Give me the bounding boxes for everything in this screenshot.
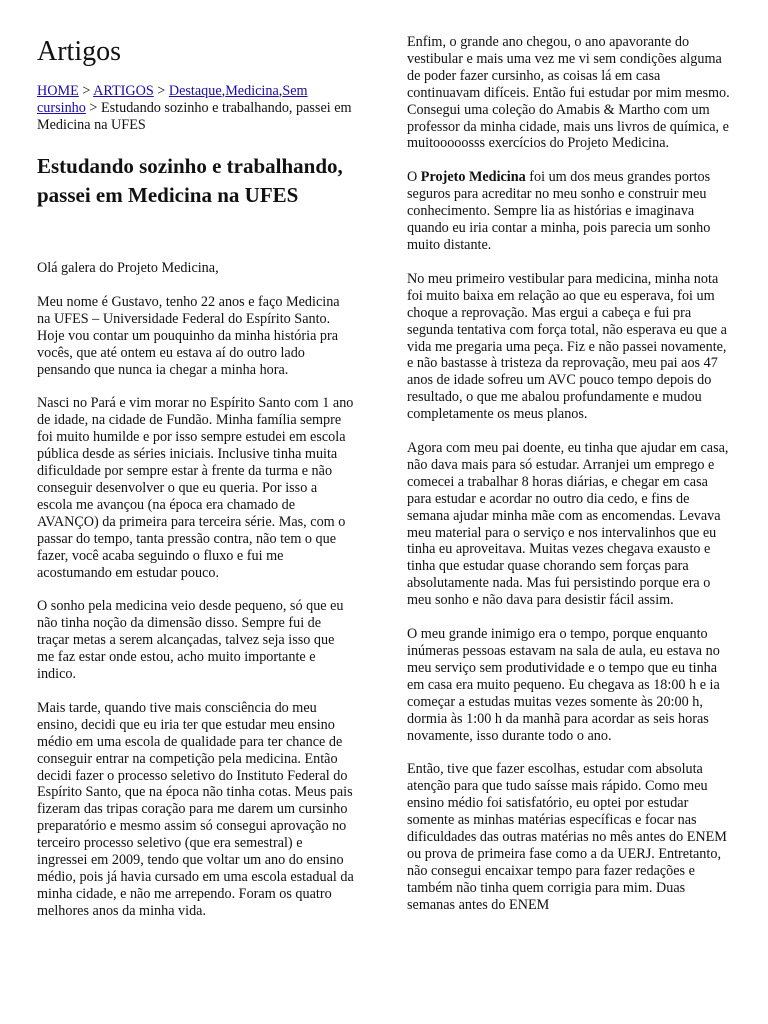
projeto-medicina-bold: Projeto Medicina	[420, 169, 526, 186]
breadcrumb-separator: >	[85, 100, 101, 116]
breadcrumb-destaque-link[interactable]: Destaque	[168, 83, 222, 99]
breadcrumb-sem-cursinho-link[interactable]: Sem cursinho	[37, 83, 308, 116]
article-paragraph: Olá galera do Projeto Medicina,	[37, 260, 219, 276]
article-paragraph	[407, 169, 733, 254]
article-paragraph: No meu primeiro vestibular para medicina, minha nota foi muito baixa em relação ao que eu esperava, foi um choque a reprovação. Mas ergui a cabeça e fui pra segunda tentativa com força total, não esperava eu que a vida me pregaria uma peça. Fiz e não passei novamente, e não bastasse à tristeza da reprovação, meu pai aos 47 anos de idade sofreu um AVC pouco tempo depois do resultado, o que me abalou profundamente e mudou completamente os meus planos.	[407, 270, 727, 423]
breadcrumb-comma: ,	[221, 83, 226, 99]
site-title: Artigos	[37, 36, 121, 67]
breadcrumb-medicina-link[interactable]: Medicina	[225, 83, 279, 99]
right-column	[407, 0, 733, 931]
article-paragraph: Agora com meu pai doente, eu tinha que ajudar em casa, não dava mais para só estudar. Arranjei um emprego e comecei a trabalhar 8 horas diárias, e chegar em casa para estudar e acordar no outro dia cedo, e fins de semana ajudar minha mãe com as encomendas. Levava meu material para o serviço e nos intervalinhos que eu tinha eu aproveitava. Muitas vezes chegava exausto e tinha que estudar quase chorando sem forças para absolutamente nada. Mas fui persistindo porque era o meu sonho e não dava para desistir fácil assim.	[407, 440, 729, 609]
left-column	[37, 0, 355, 937]
article-paragraph: O meu grande inimigo era o tempo, porque enquanto inúmeras pessoas estavam na sala de aula, eu estava no meu serviço sem produtividade e o tempo que eu tinha em casa era muito pequeno. Eu chegava as 18:00 h e ia começar a estudas muitas vezes somente às 20:00 h, dormia às 1:00 h da manhã para acordar as seis horas novamente, isso durante todo o ano.	[407, 626, 720, 744]
breadcrumb-artigos-link[interactable]: ARTIGOS	[93, 83, 154, 99]
paragraph-rest: foi um dos meus grandes portos seguros para acreditar no meu sonho e construir meu conhecimento. Sempre lia as histórias e imaginava quando eu iria contar a minha, pois parecia um sonho muito distante.	[407, 169, 711, 253]
article-paragraph: Meu nome é Gustavo, tenho 22 anos e faço Medicina na UFES – Universidade Federal do Espírito Santo. Hoje vou contar um pouquinho da minha história pra vocês, que até ontem eu estava aí do outro lado pensando que nunca ia chegar a minha hora.	[37, 293, 340, 378]
article-paragraph: O sonho pela medicina veio desde pequeno, só que eu não tinha noção da dimensão disso. Sempre fui de traçar metas a serem alcançadas, talvez seja isso que me faz estar onde estou, acho muito importante e indico.	[37, 598, 344, 683]
article-paragraph: Mais tarde, quando tive mais consciência do meu ensino, decidi que eu iria ter que estudar meu ensino médio em uma escola de qualidade para ter chance de conseguir entrar na competição pela medicina. Então decidi fazer o processo seletivo do Instituto Federal do Espírito Santo, que na época não tinha cotas. Meus pais fizeram das tripas coração para me darem um cursinho preparatório e mesmo assim só consegui aprovação no terceiro processo seletivo (que era semestral) e ingressei em 2009, tendo que voltar um ano do ensino médio, pois já havia cursado em uma escola estadual da minha cidade, e não me arrependo. Foram os quatro melhores anos da minha vida.	[37, 699, 354, 919]
breadcrumb-separator: >	[78, 83, 94, 99]
breadcrumb-comma: ,	[278, 83, 283, 99]
article-paragraph: Enfim, o grande ano chegou, o ano apavorante do vestibular e mais uma vez me vi sem condições alguma de poder fazer cursinho, as coisas lá em casa continuavam difíceis. Então fui estudar por mim mesmo. Consegui uma coleção do Amabis & Martho com um professor da minha cidade, mais uns livros de química, e muitooooosss exercícios do Projeto Medicina.	[407, 34, 730, 152]
paragraph-prefix: O	[407, 169, 421, 186]
breadcrumb-home-link[interactable]: HOME	[37, 83, 79, 99]
breadcrumb	[37, 83, 355, 134]
article-title: Estudando sozinho e trabalhando, passei em Medicina na UFES	[37, 154, 343, 207]
article-paragraph: Então, tive que fazer escolhas, estudar com absoluta atenção para que tudo saísse mais rápido. Como meu ensino médio foi satisfatório, eu optei por estudar somente as minhas matérias específicas e focar nas dificuldades das outras matérias no mês antes do ENEM ou prova de primeira fase como a da UERJ. Entretanto, não consegui encaixar tempo para fazer redações e também não tinha quem corrigia para mim. Duas semanas antes do ENEM	[407, 761, 727, 913]
article-paragraph: Nasci no Pará e vim morar no Espírito Santo com 1 ano de idade, na cidade de Fundão. Minha família sempre foi muito humilde e por isso sempre estudei em escola pública desde as séries iniciais. Inclusive tinha muita dificuldade por sempre estar à frente da turma e não conseguir desenvolver o que eu queria. Por isso a escola me avançou (na época era chamado de AVANÇO) da primeira para terceira série. Mas, com o passar do tempo, tanta pressão contra, não tem o que fazer, você acaba seguindo o fluxo e fui me acostumando em estudar pouco.	[37, 395, 354, 581]
breadcrumb-current: Estudando sozinho e trabalhando, passei em Medicina na UFES	[37, 100, 352, 133]
breadcrumb-separator: >	[153, 83, 169, 99]
